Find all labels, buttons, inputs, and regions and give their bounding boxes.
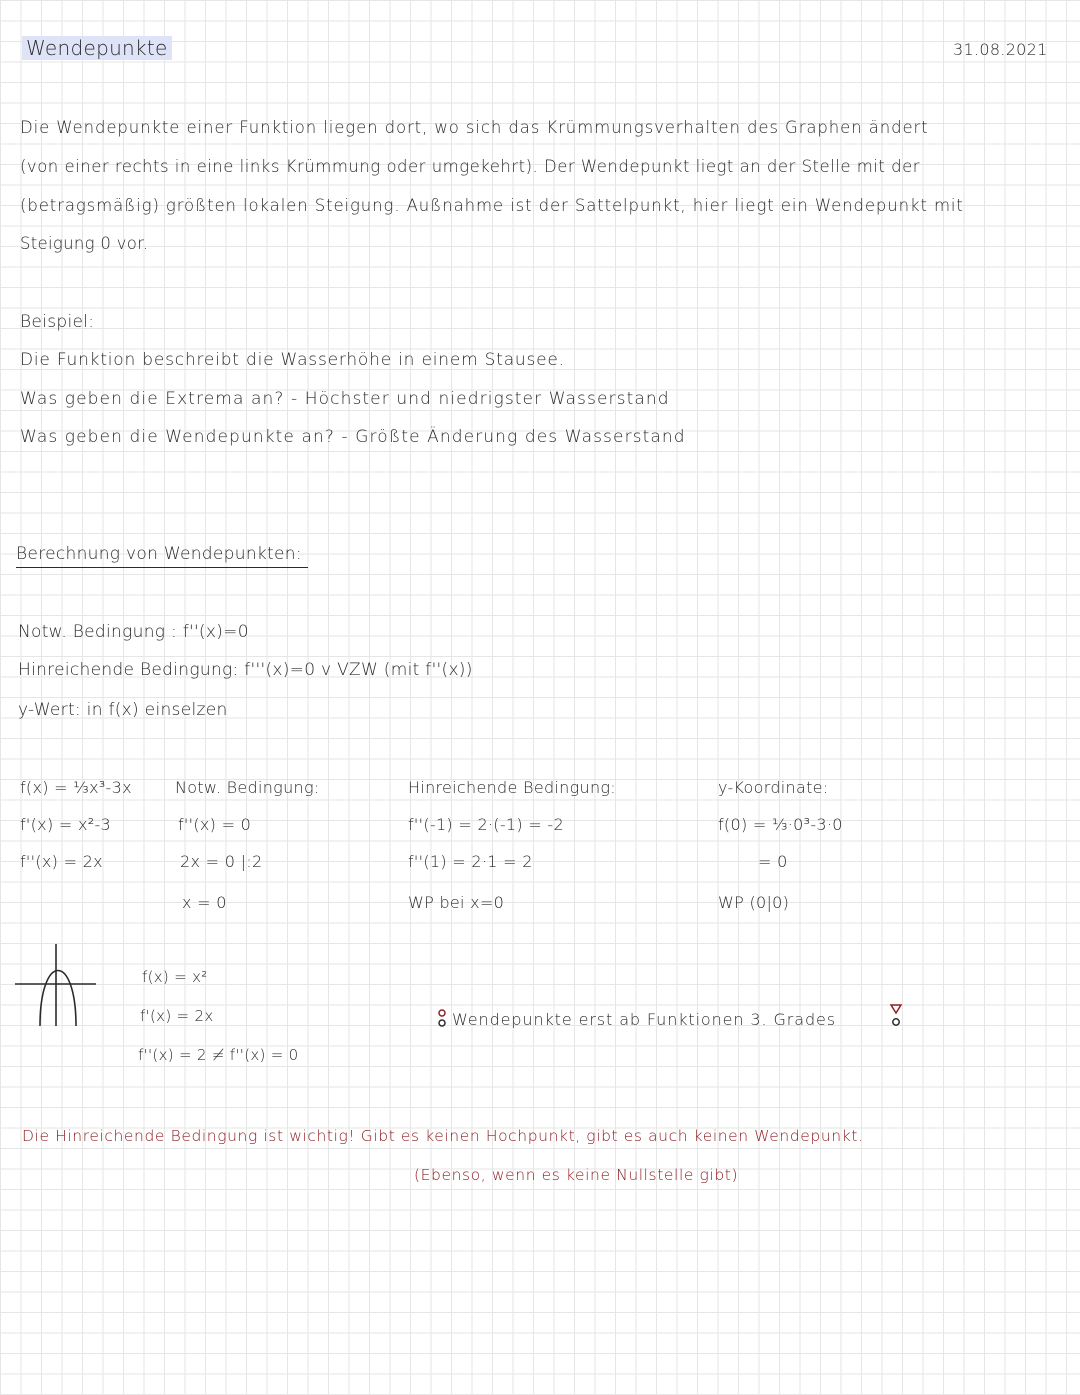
example-line-2: Was geben die Extrema an? - Höchster und niedrigster Wasserstand	[20, 389, 670, 409]
sufficient-step-1: f''(-1) = 2·(-1) = -2	[408, 815, 564, 834]
necessary-heading: Notw. Bedingung:	[175, 778, 320, 797]
intro-line-2: (von einer rechts in eine links Krümmung oder umgekehrt). Der Wendepunkt liegt an der Stelle mit der	[20, 157, 921, 176]
y-value-step: y-Wert: in f(x) einselzen	[18, 700, 228, 720]
example-line-3: Was geben die Wendepunkte an? - Größte Änderung des Wasserstand	[20, 427, 686, 447]
necessary-step-1: f''(x) = 0	[178, 815, 252, 834]
turning-point-result: WP (0|0)	[718, 893, 790, 912]
warning-left-icon	[436, 1008, 448, 1030]
warning-right-icon	[888, 1002, 904, 1030]
sufficient-step-2: f''(1) = 2·1 = 2	[408, 852, 533, 871]
example-line-1: Die Funktion beschreibt die Wasserhöhe in einem Stausee.	[20, 350, 565, 370]
intro-line-1: Die Wendepunkte einer Funktion liegen dort, wo sich das Krümmungsverhalten des Graphen ändert	[20, 118, 929, 137]
sufficient-heading: Hinreichende Bedingung:	[408, 778, 616, 797]
parabola-function: f(x) = x²	[142, 968, 208, 986]
y-coordinate-step-2: = 0	[758, 852, 788, 871]
necessary-step-2: 2x = 0 |:2	[180, 852, 263, 871]
necessary-condition: Notw. Bedingung : f''(x)=0	[18, 622, 249, 642]
function-definition: f(x) = ⅓x³-3x	[20, 778, 132, 797]
first-derivative: f'(x) = x²-3	[20, 815, 111, 834]
calculation-heading: Berechnung von Wendepunkten:	[16, 544, 308, 568]
page-title: Wendepunkte	[22, 36, 172, 60]
footer-note-line-1: Die Hinreichende Bedingung ist wichtig! Gibt es keinen Hochpunkt, gibt es auch keinen Wendepunkt.	[22, 1127, 864, 1145]
sufficient-condition: Hinreichende Bedingung: f'''(x)=0 v VZW (mit f''(x))	[18, 660, 473, 680]
y-coordinate-step-1: f(0) = ⅓·0³-3·0	[718, 815, 843, 834]
intro-line-3: (betragsmäßig) größten lokalen Steigung. Außnahme ist der Sattelpunkt, hier liegt ein Wendepunkt mit	[20, 196, 964, 215]
y-coordinate-heading: y-Koordinate:	[718, 778, 829, 797]
page-date: 31.08.2021	[953, 40, 1048, 59]
intro-line-4: Steigung 0 vor.	[20, 234, 149, 253]
example-label: Beispiel:	[20, 312, 95, 332]
parabola-sketch-icon	[12, 942, 98, 1030]
parabola-second-derivative: f''(x) = 2 ≠ f''(x) = 0	[138, 1046, 299, 1064]
turning-point-remark: Wendepunkte erst ab Funktionen 3. Grades	[452, 1010, 836, 1029]
second-derivative: f''(x) = 2x	[20, 852, 103, 871]
necessary-step-3: x = 0	[182, 893, 227, 912]
footer-note-line-2: (Ebenso, wenn es keine Nullstelle gibt)	[414, 1166, 739, 1184]
parabola-first-derivative: f'(x) = 2x	[140, 1007, 214, 1025]
sufficient-result: WP bei x=0	[408, 893, 505, 912]
